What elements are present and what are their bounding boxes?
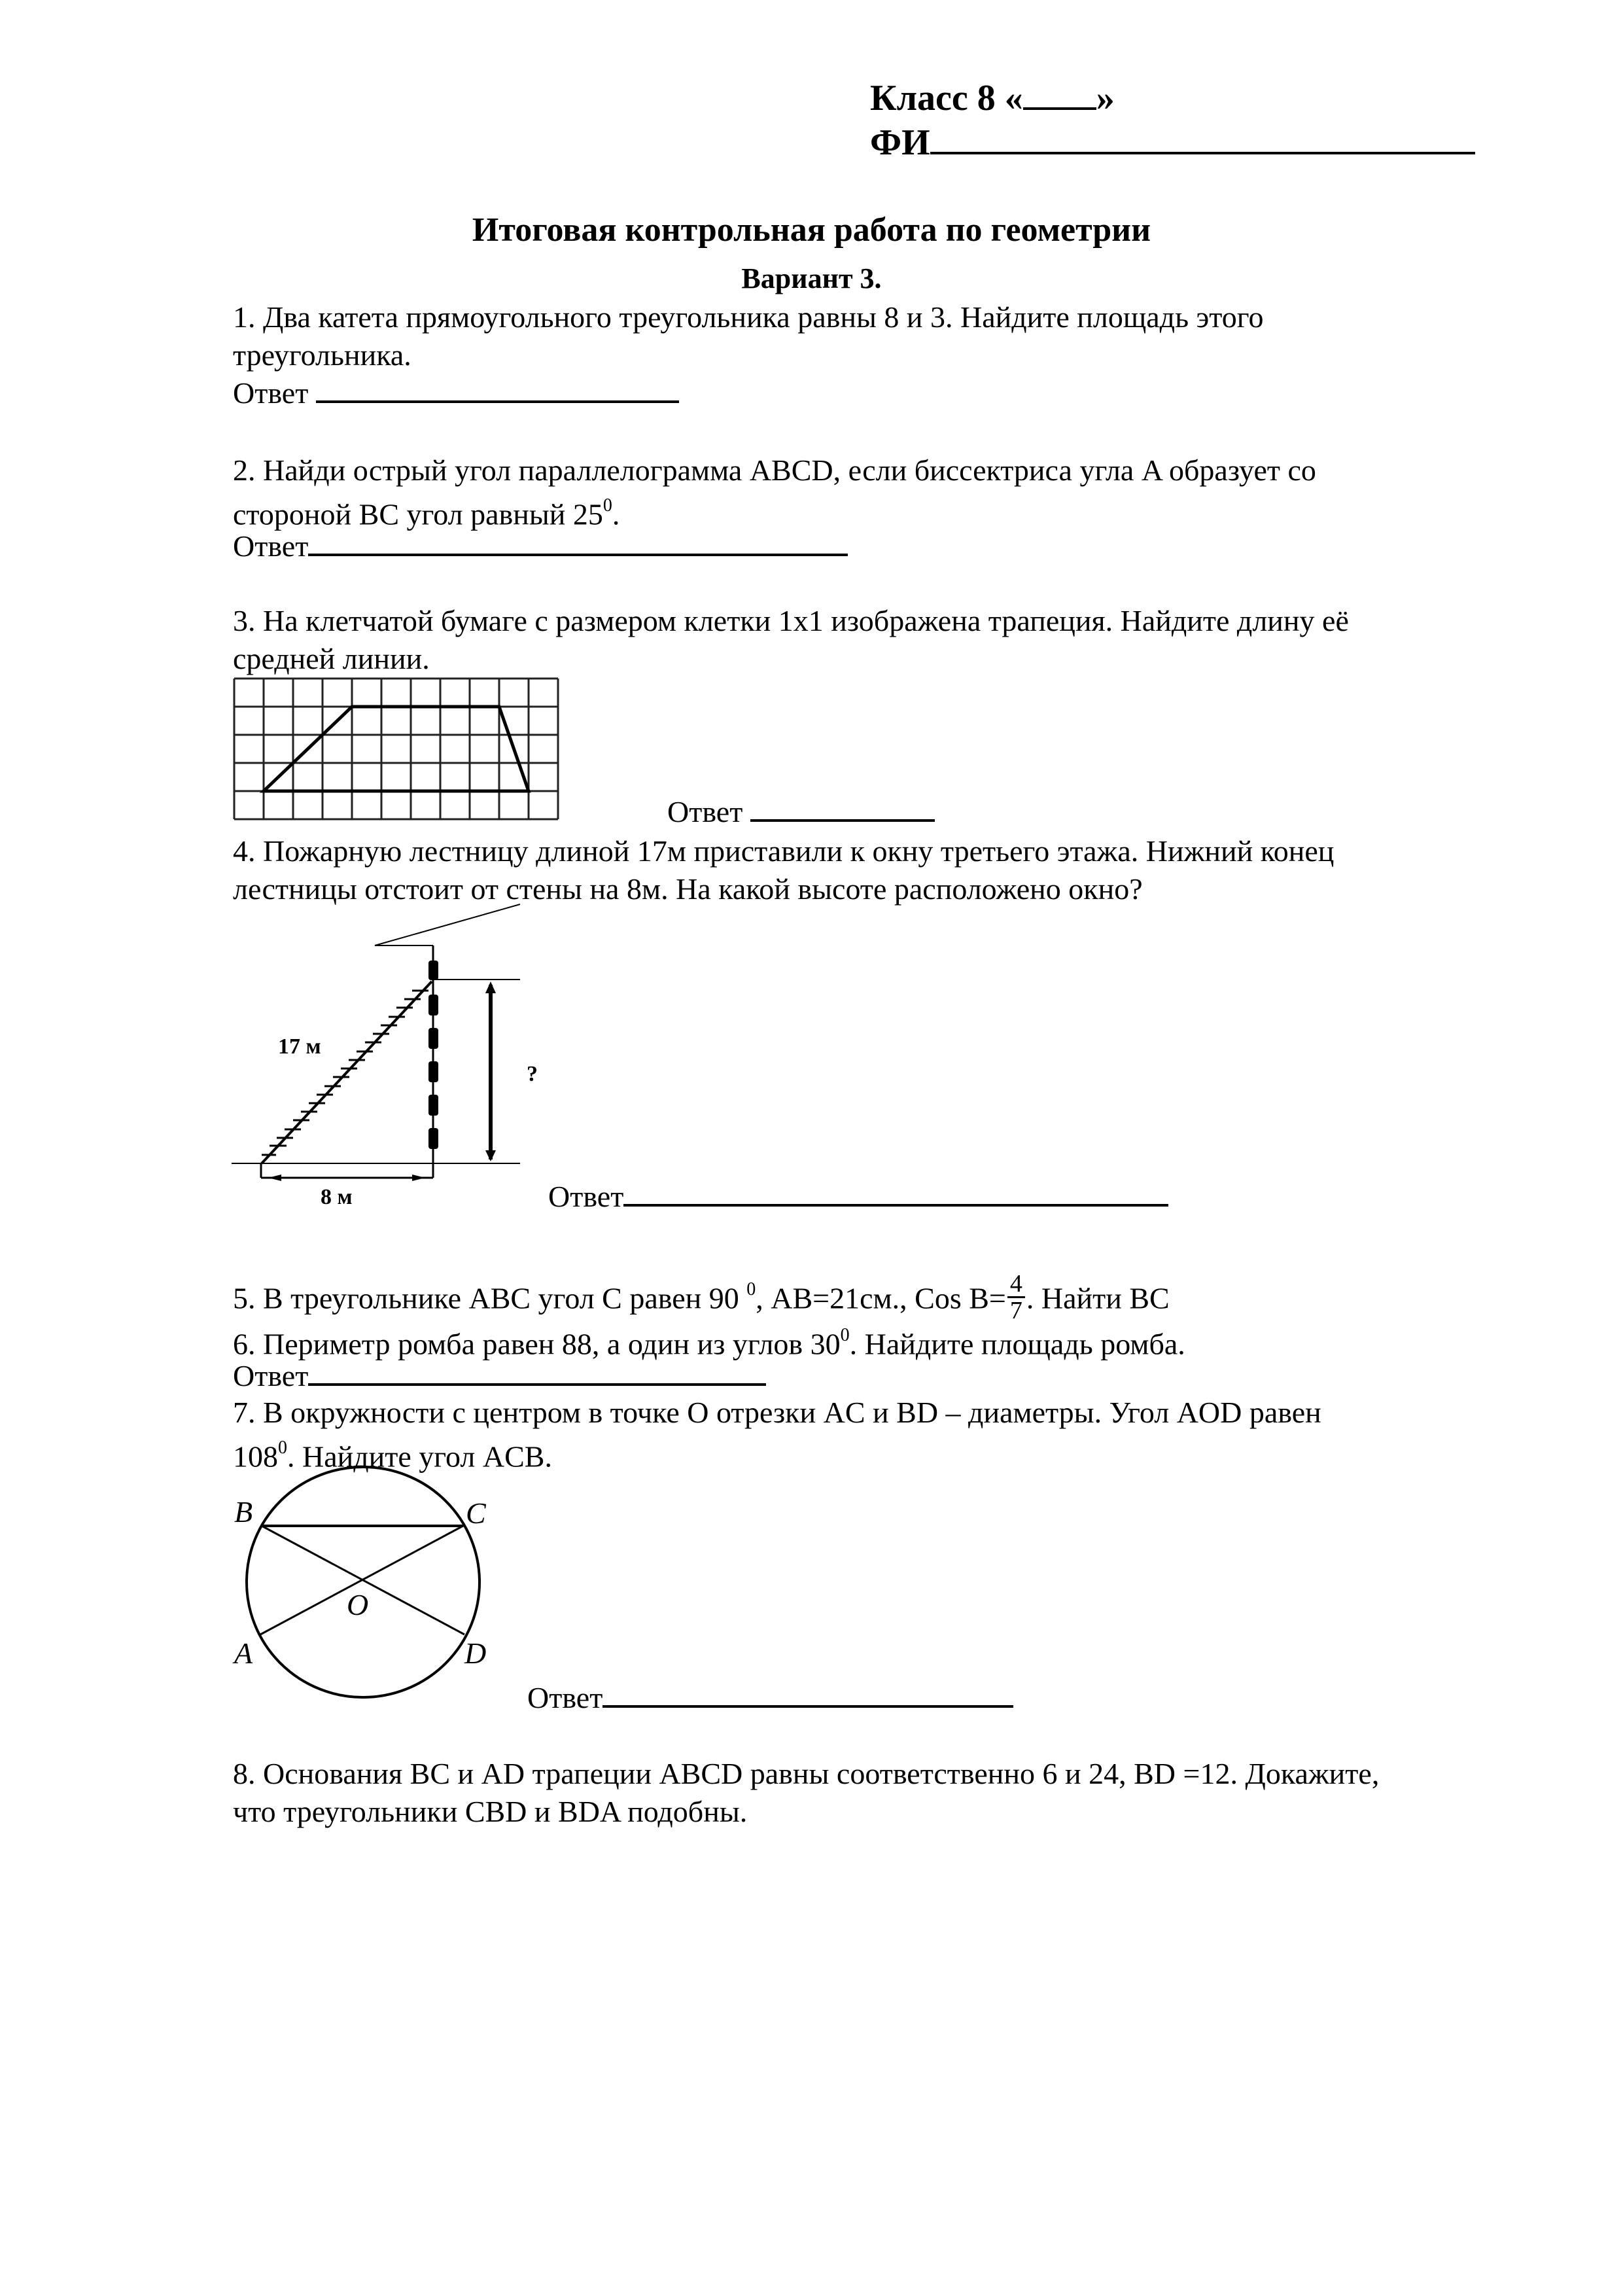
task-6-answer	[233, 1357, 766, 1395]
point-a-label: A	[234, 1636, 253, 1670]
task-6-text: 6. Периметр ромба равен 88, а один из углов 30	[233, 1327, 841, 1361]
task-4-answer	[548, 1178, 1168, 1216]
task-2-line-1: 2. Найди острый угол параллелограмма ABCD, если биссектриса угла A образует со	[233, 453, 1316, 487]
task-5-text-end: . Найти BC	[1026, 1281, 1170, 1315]
class-label: Класс 8 «	[870, 78, 1023, 118]
point-b-label: B	[234, 1495, 253, 1528]
task-7-line-1: 7. В окружности с центром в точке O отрезки AC и BD – диаметры. Угол AOD равен	[233, 1396, 1321, 1429]
point-c-label: C	[466, 1496, 486, 1530]
task-3-line-2: средней линии.	[233, 642, 430, 675]
task-7-answer	[527, 1679, 1013, 1717]
task-2-answer	[233, 527, 848, 565]
ladder-length-label: 17 м	[278, 1034, 321, 1059]
answer-label: Ответ	[233, 376, 309, 410]
height-unknown-label: ?	[527, 1062, 538, 1086]
task-1-line-1: 1. Два катета прямоугольного треугольника равны 8 и 3. Найдите площадь этого	[233, 300, 1264, 334]
task-5-text-mid: , AB=21см., Cos B=	[756, 1281, 1006, 1315]
fraction-numerator: 4	[1007, 1271, 1025, 1298]
task-3-line-1: 3. На клетчатой бумаге с размером клетки 1x1 изображена трапеция. Найдите длину её	[233, 604, 1349, 637]
task-1-answer-blank[interactable]	[316, 400, 679, 403]
trapezoid-shape	[264, 707, 529, 791]
answer-label: Ответ	[233, 1359, 309, 1392]
fraction-denominator: 7	[1009, 1297, 1022, 1325]
trapezoid-grid-figure	[232, 677, 625, 827]
task-8-line-2: что треугольники CBD и BDA подобны.	[233, 1795, 748, 1828]
name-field	[870, 122, 1475, 164]
task-1-answer	[233, 374, 679, 412]
task-1-line-2: треугольника.	[233, 338, 411, 372]
task-7-text-end: . Найдите угол ACB.	[287, 1439, 552, 1474]
cos-fraction	[1007, 1271, 1025, 1323]
task-6-text-end: . Найдите площадь ромба.	[849, 1327, 1185, 1361]
base-length-label: 8 м	[321, 1185, 353, 1209]
circle-diameters-figure	[222, 1466, 550, 1714]
task-4-answer-blank[interactable]	[623, 1204, 1168, 1207]
answer-label: Ответ	[548, 1180, 624, 1213]
task-6-answer-blank[interactable]	[308, 1383, 766, 1386]
task-7-answer-blank[interactable]	[602, 1705, 1013, 1708]
point-d-label: D	[464, 1636, 487, 1670]
degree-sup: 0	[602, 495, 612, 516]
degree-sup: 0	[840, 1325, 850, 1345]
ladder-figure	[222, 896, 550, 1210]
answer-label: Ответ	[527, 1681, 603, 1714]
class-label-end: »	[1096, 78, 1115, 118]
answer-label: Ответ	[233, 529, 309, 563]
task-2-period: .	[612, 497, 620, 531]
task-2-answer-blank[interactable]	[308, 554, 848, 556]
class-letter-blank[interactable]	[1023, 107, 1096, 110]
task-4-line-2: лестницы отстоит от стены на 8м. На какой высоте расположено окно?	[233, 872, 1143, 906]
task-5-text: 5. В треугольнике ABC угол C равен 90	[233, 1281, 747, 1315]
name-blank[interactable]	[930, 152, 1475, 154]
degree-sup: 0	[746, 1279, 756, 1299]
point-o-label: O	[347, 1588, 369, 1621]
name-label: ФИ	[870, 122, 930, 163]
task-4-line-1: 4. Пожарную лестницу длиной 17м приставили к окну третьего этажа. Нижний конец	[233, 834, 1335, 868]
task-3-answer-blank[interactable]	[750, 819, 935, 822]
variant-label: Вариант 3.	[741, 262, 882, 294]
task-2-text: стороной BC угол равный 25	[233, 497, 603, 531]
page-title: Итоговая контрольная работа по геометрии	[472, 211, 1151, 249]
answer-label: Ответ	[667, 795, 743, 828]
task-3-answer	[667, 793, 935, 831]
task-7-angle: 108	[233, 1439, 278, 1474]
degree-sup: 0	[278, 1438, 287, 1458]
task-8-line-1: 8. Основания BC и AD трапеции ABCD равны соответственно 6 и 24, BD =12. Докажите,	[233, 1757, 1380, 1790]
class-field	[870, 77, 1115, 119]
